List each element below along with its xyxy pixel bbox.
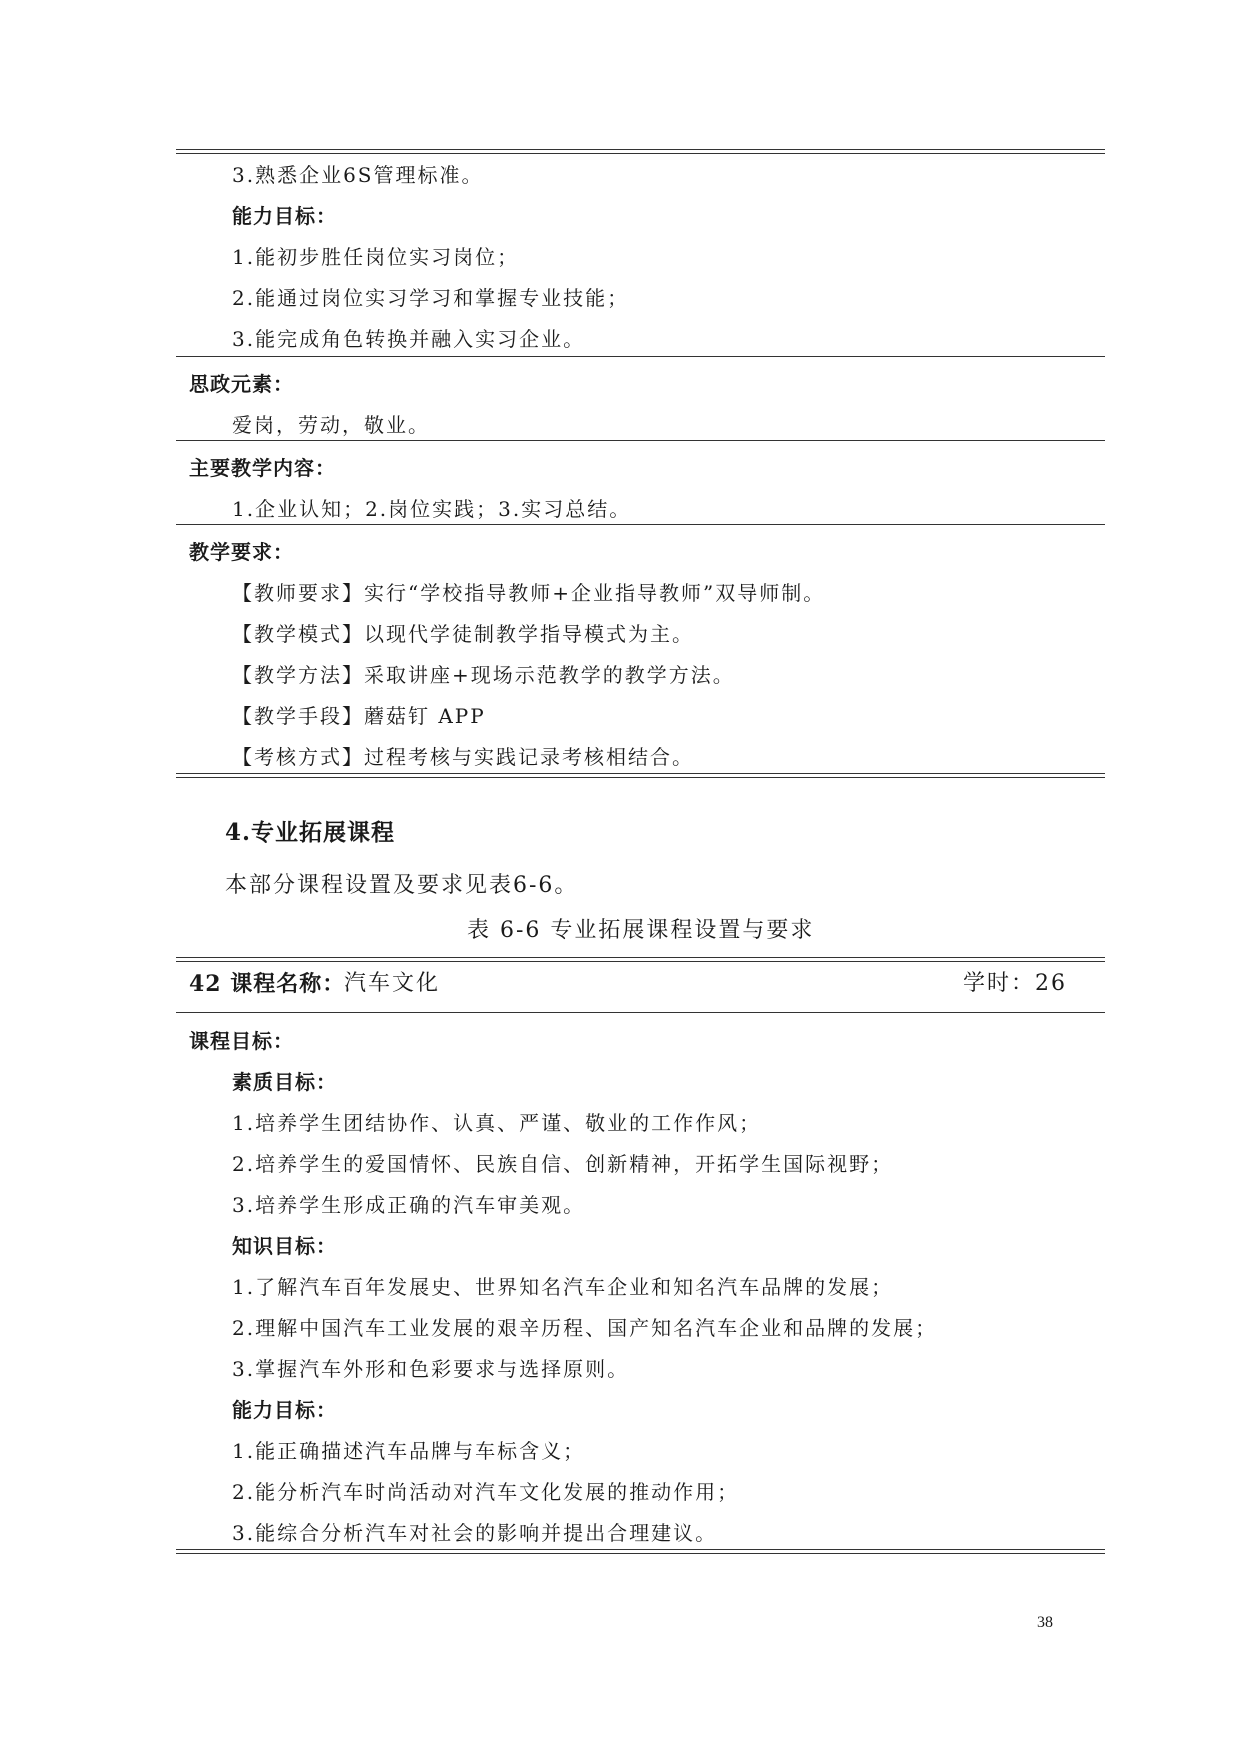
quality-item: 2.培养学生的爱国情怀、民族自信、创新精神，开拓学生国际视野； [232, 1152, 894, 1176]
ability-item: 3.能综合分析汽车对社会的影响并提出合理建议。 [232, 1521, 718, 1545]
requirement-item: 【考核方式】过程考核与实践记录考核相结合。 [232, 745, 694, 769]
knowledge-item: 1.了解汽车百年发展史、世界知名汽车企业和知名汽车品牌的发展； [232, 1275, 894, 1299]
requirement-item: 【教学手段】蘑菇钉 APP [232, 704, 486, 728]
ability-item: 2.能分析汽车时尚活动对汽车文化发展的推动作用； [232, 1480, 740, 1504]
content-label: 主要教学内容： [189, 456, 336, 480]
top-table-border [176, 957, 1105, 962]
quality-item: 1.培养学生团结协作、认真、严谨、敬业的工作作风； [232, 1111, 762, 1135]
table-bottom-border [176, 773, 1105, 778]
ability-label: 能力目标： [232, 1398, 337, 1422]
page-number: 38 [1037, 1614, 1053, 1631]
table-caption: 表 6-6 专业拓展课程设置与要求 [467, 918, 815, 943]
top-table-border [176, 149, 1105, 154]
course-name-label: 42 课程名称： [189, 971, 346, 997]
knowledge-label: 知识目标： [232, 1234, 337, 1258]
section-heading: 4.专业拓展课程 [225, 819, 396, 846]
row-divider [176, 356, 1105, 357]
requirement-item: 【教学方法】采取讲座+现场示范教学的教学方法。 [232, 663, 735, 687]
requirements-label: 教学要求： [189, 540, 294, 564]
knowledge-item: 3.掌握汽车外形和色彩要求与选择原则。 [232, 1357, 630, 1381]
ability-item: 1.能正确描述汽车品牌与车标含义； [232, 1439, 586, 1463]
ideology-text: 爱岗，劳动，敬业。 [232, 413, 430, 437]
requirement-item: 【教学模式】以现代学徒制教学指导模式为主。 [232, 622, 694, 646]
ability-label: 能力目标： [232, 204, 337, 228]
objectives-label: 课程目标： [189, 1029, 294, 1053]
table-bottom-border [176, 1549, 1105, 1554]
row-divider [176, 524, 1105, 525]
ability-item: 1.能初步胜任岗位实习岗位； [232, 245, 520, 269]
ability-item: 3.能完成角色转换并融入实习企业。 [232, 327, 586, 351]
ideology-label: 思政元素： [189, 372, 294, 396]
quality-label: 素质目标： [232, 1070, 337, 1094]
course-hours: 学时：26 [963, 971, 1067, 996]
ability-item: 2.能通过岗位实习学习和掌握专业技能； [232, 286, 630, 310]
row-divider [176, 440, 1105, 441]
knowledge-item: 3.熟悉企业6S管理标准。 [232, 163, 484, 187]
row-divider [176, 1012, 1105, 1013]
requirement-item: 【教师要求】实行“学校指导教师+企业指导教师”双导师制。 [232, 581, 826, 605]
quality-item: 3.培养学生形成正确的汽车审美观。 [232, 1193, 586, 1217]
content-text: 1.企业认知；2.岗位实践；3.实习总结。 [232, 497, 632, 521]
knowledge-item: 2.理解中国汽车工业发展的艰辛历程、国产知名汽车企业和品牌的发展； [232, 1316, 938, 1340]
course-name-value: 汽车文化 [344, 971, 441, 996]
section-intro: 本部分课程设置及要求见表6-6。 [225, 873, 579, 898]
